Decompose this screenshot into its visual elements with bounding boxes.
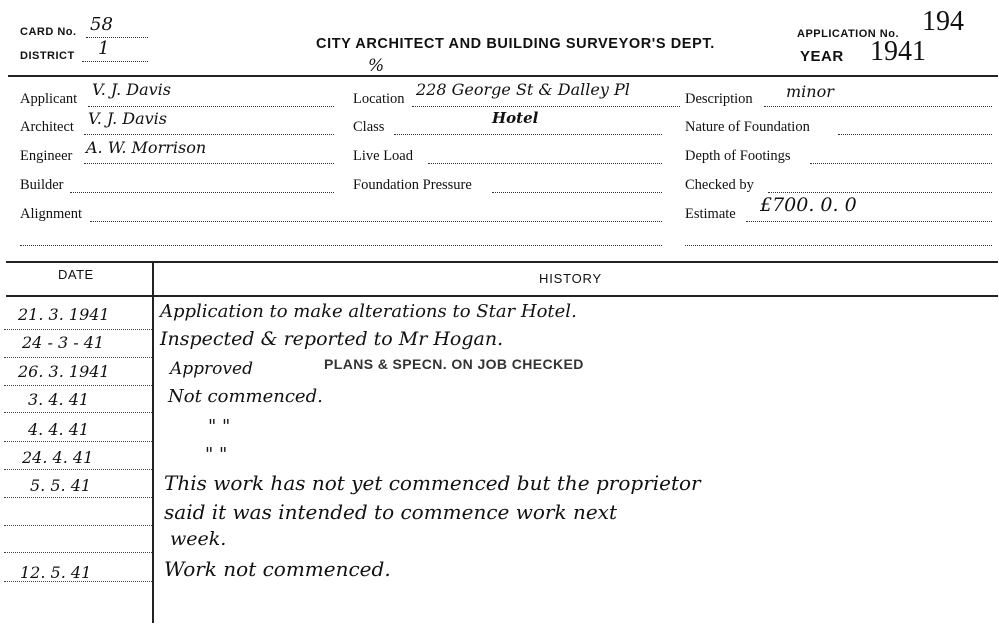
- row-separator: [4, 552, 152, 553]
- district-dots: [82, 61, 148, 62]
- row-history: Inspected & reported to Mr Hogan.: [160, 328, 504, 350]
- row-separator: [4, 357, 152, 358]
- card-no-dots: [86, 37, 148, 38]
- handwritten-mark: %: [368, 56, 385, 76]
- live-load-label: Live Load: [353, 148, 413, 164]
- class-dots: [394, 134, 662, 135]
- district-value: 1: [98, 38, 110, 59]
- row-history: said it was intended to commence work next: [164, 500, 617, 524]
- year-value: 1941: [870, 36, 926, 67]
- row-separator: [4, 441, 152, 442]
- checked-by-label: Checked by: [685, 177, 754, 193]
- nature-of-foundation-label: Nature of Foundation: [685, 119, 810, 135]
- application-label: APPLICATION No.: [797, 28, 900, 40]
- builder-label: Builder: [20, 177, 64, 193]
- row-date: 5. 5. 41: [30, 476, 92, 495]
- architect-dots: [84, 134, 334, 135]
- applicant-dots: [88, 106, 334, 107]
- alignment-label: Alignment: [20, 206, 83, 222]
- top-rule: [8, 75, 998, 77]
- row-history: This work has not yet commenced but the proprietor: [164, 471, 701, 495]
- row-date: 24. 4. 41: [22, 448, 94, 467]
- applicant-label: Applicant: [20, 91, 78, 107]
- checked-dots: [768, 192, 992, 193]
- live-load-dots: [428, 163, 662, 164]
- class-value: Hotel: [492, 109, 539, 127]
- row-history: Not commenced.: [168, 386, 323, 407]
- row-history: Work not commenced.: [164, 557, 391, 581]
- architect-value: V. J. Davis: [88, 109, 168, 128]
- depth-of-footings-label: Depth of Footings: [685, 148, 791, 164]
- class-label: Class: [353, 119, 385, 135]
- row-date: 4. 4. 41: [28, 420, 90, 439]
- date-column-divider: [152, 261, 154, 623]
- alignment-dots: [90, 221, 662, 222]
- estimate-label: Estimate: [685, 206, 736, 222]
- table-top-rule: [6, 261, 998, 263]
- card-no-label: CARD No.: [20, 26, 77, 38]
- row-separator: [4, 329, 152, 330]
- blank-line-dots-right: [685, 245, 992, 246]
- foundation-pressure-label: Foundation Pressure: [353, 177, 472, 193]
- row-history: Approved: [170, 359, 253, 379]
- header-bottom-rule: [6, 295, 998, 297]
- architect-label: Architect: [20, 119, 74, 135]
- description-label: Description: [685, 91, 753, 107]
- row-separator: [4, 525, 152, 526]
- nature-dots: [838, 134, 992, 135]
- application-value: 194: [922, 6, 964, 37]
- engineer-value: A. W. Morrison: [86, 138, 207, 157]
- year-label: YEAR: [800, 48, 844, 65]
- row-history: week.: [170, 528, 227, 550]
- card-no-value: 58: [90, 14, 113, 35]
- row-date: 21. 3. 1941: [18, 305, 110, 324]
- builder-dots: [70, 192, 334, 193]
- estimate-dots: [746, 221, 992, 222]
- applicant-value: V. J. Davis: [92, 80, 172, 99]
- checked-stamp: PLANS & SPECN. ON JOB CHECKED: [324, 356, 584, 372]
- row-history: " ": [208, 416, 231, 437]
- engineer-dots: [84, 163, 334, 164]
- row-date: 24 - 3 - 41: [22, 333, 105, 352]
- blank-line-dots: [20, 245, 662, 246]
- description-dots: [764, 106, 992, 107]
- row-history: Application to make alterations to Star Hotel.: [160, 301, 577, 322]
- row-separator: [4, 469, 152, 470]
- row-separator: [4, 497, 152, 498]
- history-header: HISTORY: [539, 271, 602, 286]
- location-value: 228 George St & Dalley Pl: [416, 80, 630, 99]
- row-separator: [4, 412, 152, 413]
- district-label: DISTRICT: [20, 50, 75, 62]
- engineer-label: Engineer: [20, 148, 73, 164]
- row-date: 26. 3. 1941: [18, 362, 110, 381]
- date-header: DATE: [58, 267, 94, 282]
- description-value: minor: [786, 82, 834, 101]
- foundation-pressure-dots: [492, 192, 662, 193]
- row-date: 3. 4. 41: [28, 390, 90, 409]
- location-label: Location: [353, 91, 405, 107]
- dept-title: CITY ARCHITECT AND BUILDING SURVEYOR'S DEPT.: [316, 36, 715, 52]
- depth-dots: [810, 163, 992, 164]
- row-separator: [4, 385, 152, 386]
- row-date: 12. 5. 41: [20, 563, 92, 582]
- row-history: " ": [205, 444, 228, 465]
- location-dots: [412, 106, 680, 107]
- estimate-value: £700. 0. 0: [760, 194, 857, 216]
